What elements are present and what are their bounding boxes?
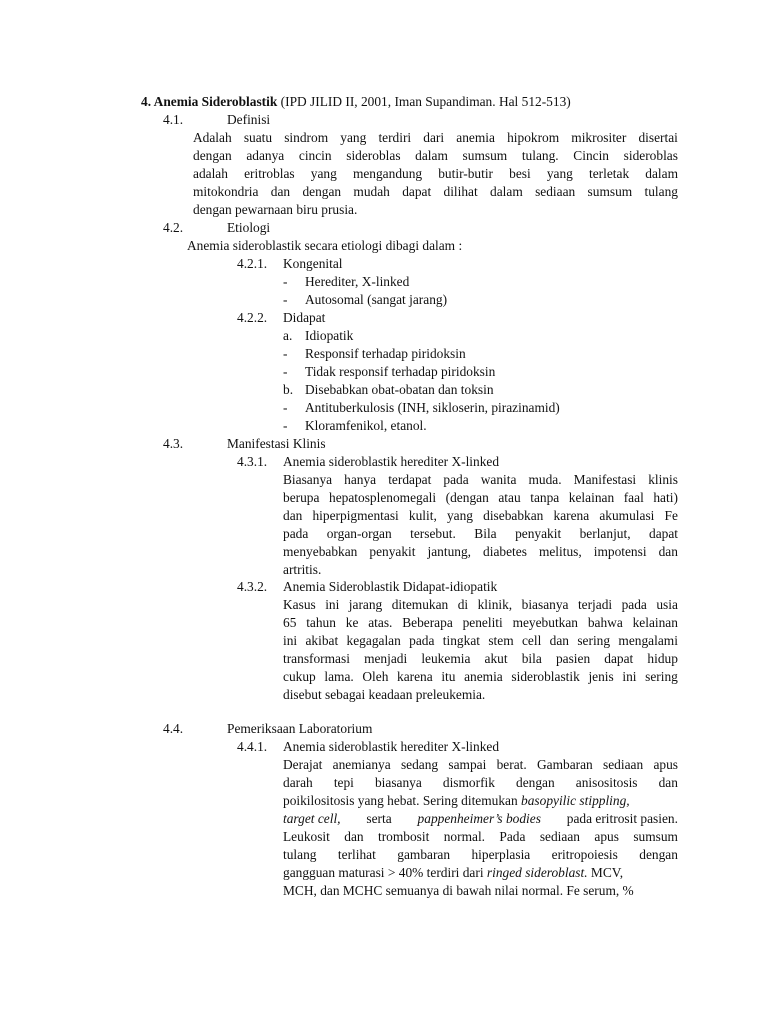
paragraph-line: cukup lama. Oleh karena itu anemia sideroblastik jenis ini sering (283, 669, 678, 684)
italic-term: ringed sideroblast. (486, 865, 588, 880)
subsubsection-title: Kongenital (283, 256, 343, 271)
paragraph-line: dan hiperpigmentasi kulit, yang disebabkan karena akumulasi Fe (283, 508, 678, 523)
list-dash: - (283, 418, 288, 433)
paragraph-line: pada organ-organ tersebut. Bila penyakit berlanjut, dapat (283, 526, 678, 541)
paragraph-line (283, 792, 630, 810)
subsubsection-number: 4.2.2. (237, 310, 268, 325)
subsubsection-title: Anemia Sideroblastik Didapat-idiopatik (283, 579, 498, 594)
paragraph-line (283, 810, 678, 828)
paragraph-text: poikilositosis yang hebat. Sering ditemukan (283, 793, 522, 808)
list-item: Autosomal (sangat jarang) (305, 292, 448, 307)
paragraph-line: artritis. (283, 562, 322, 577)
subsubsection-number: 4.2.1. (237, 256, 268, 271)
list-item: Idiopatik (305, 328, 354, 343)
subsubsection-number: 4.4.1. (237, 739, 268, 754)
subsection-title: Manifestasi Klinis (227, 436, 326, 451)
subsection-title: Definisi (227, 112, 271, 127)
list-item: Antituberkulosis (INH, sikloserin, pirazinamid) (305, 400, 560, 415)
subsubsection-number: 4.3.2. (237, 579, 268, 594)
subsubsection-number: 4.3.1. (237, 454, 268, 469)
list-marker: b. (283, 382, 294, 397)
list-marker: a. (283, 328, 293, 343)
paragraph-line: darah tepi biasanya dismorfik dengan anisositosis dan (283, 775, 678, 790)
paragraph-line: disebut sebagai keadaan preleukemia. (283, 687, 486, 702)
paragraph-line: ini akibat kegagalan pada tingkat stem cell dan sering mengalami (283, 633, 678, 648)
subsection-number: 4.4. (163, 721, 184, 736)
subsubsection-title: Didapat (283, 310, 326, 325)
paragraph-text: MCV, (587, 865, 624, 880)
list-dash: - (283, 274, 288, 289)
paragraph-line: Biasanya hanya terdapat pada wanita muda. Manifestasi klinis (283, 472, 678, 487)
list-item: Responsif terhadap piridoksin (305, 346, 466, 361)
paragraph-line: berupa hepatosplenomegali (dengan atau tanpa kelainan faal hati) (283, 490, 678, 505)
subsection-number: 4.2. (163, 220, 184, 235)
paragraph-line: tulang terlihat gambaran hiperplasia eritropoiesis dengan (283, 847, 678, 862)
paragraph-line: mitokondria dan dengan mudah dapat dilihat dalam sediaan sumsum tulang (193, 184, 678, 199)
italic-term: basopyilic stippling, (521, 793, 630, 808)
list-item: Herediter, X-linked (305, 274, 410, 289)
italic-term: target cell, (283, 811, 341, 826)
paragraph-text: serta (366, 811, 392, 826)
subsection-number: 4.3. (163, 436, 184, 451)
paragraph-line: dengan pewarnaan biru prusia. (193, 202, 358, 217)
paragraph-text: pada eritrosit pasien. (566, 811, 678, 826)
paragraph-line: menyebabkan penyakit jantung, diabetes melitus, impotensi dan (283, 544, 678, 559)
etiology-intro: Anemia sideroblastik secara etiologi dibagi dalam : (187, 238, 463, 253)
paragraph-line: 65 tahun ke atas. Beberapa peneliti meyebutkan bahwa kelainan (283, 615, 678, 630)
italic-term: pappenheimer’s bodies (417, 811, 541, 826)
subsubsection-title: Anemia sideroblastik herediter X-linked (283, 454, 500, 469)
paragraph-line: Derajat anemianya sedang sampai berat. Gambaran sediaan apus (283, 757, 678, 772)
list-dash: - (283, 400, 288, 415)
list-dash: - (283, 346, 288, 361)
list-dash: - (283, 364, 288, 379)
section-citation: (IPD JILID II, 2001, Iman Supandiman. Hal 512-513) (277, 94, 571, 109)
list-item: Tidak responsif terhadap piridoksin (305, 364, 496, 379)
paragraph-line: dengan adanya cincin sideroblas dalam sumsum tulang. Cincin sideroblas (193, 148, 678, 163)
subsection-number: 4.1. (163, 112, 184, 127)
subsection-title: Etiologi (227, 220, 271, 235)
section-title: 4. Anemia Sideroblastik (141, 94, 278, 109)
list-dash: - (283, 292, 288, 307)
paragraph-text: gangguan maturasi > 40% terdiri dari (283, 865, 487, 880)
list-item: Disebabkan obat-obatan dan toksin (305, 382, 494, 397)
paragraph-line: transformasi menjadi leukemia akut bila pasien dapat hidup (283, 651, 678, 666)
paragraph-line: MCH, dan MCHC semuanya di bawah nilai normal. Fe serum, % (283, 883, 634, 898)
subsection-title: Pemeriksaan Laboratorium (227, 721, 373, 736)
list-item: Kloramfenikol, etanol. (305, 418, 427, 433)
paragraph-line: Adalah suatu sindrom yang terdiri dari anemia hipokrom mikrositer disertai (193, 130, 678, 145)
paragraph-line: Leukosit dan trombosit normal. Pada sediaan apus sumsum (283, 829, 678, 844)
paragraph-line: adalah eritroblas yang mengandung butir-butir besi yang terletak dalam (193, 166, 678, 181)
subsubsection-title: Anemia sideroblastik herediter X-linked (283, 739, 500, 754)
section-heading (141, 93, 571, 111)
paragraph-line (283, 864, 623, 882)
paragraph-line: Kasus ini jarang ditemukan di klinik, biasanya terjadi pada usia (283, 597, 678, 612)
